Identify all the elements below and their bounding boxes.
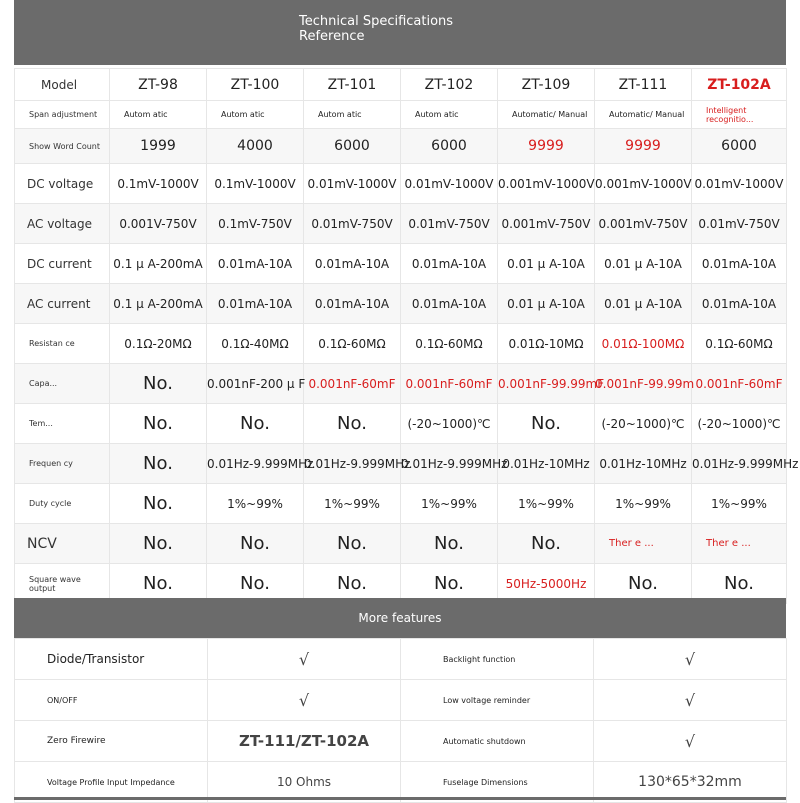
feature-label: Backlight function [401, 639, 594, 680]
spec-cell: 0.001nF-99.99mF [498, 364, 595, 404]
spec-cell: 6000 [692, 129, 787, 164]
feature-label: Automatic shutdown [401, 721, 594, 762]
spec-cell: No. [401, 524, 498, 564]
feature-row [15, 680, 787, 721]
spec-cell: 0.1 μ A-200mA [110, 244, 207, 284]
spec-cell: 1%~99% [692, 484, 787, 524]
spec-row-label: AC voltage [15, 204, 110, 244]
model-label: Model [15, 69, 110, 101]
spec-row [15, 324, 787, 364]
feature-value: √ [208, 639, 401, 680]
spec-cell: 0.01mA-10A [304, 284, 401, 324]
spec-cell: 0.001mV-1000V [595, 164, 692, 204]
spec-cell: 1%~99% [498, 484, 595, 524]
model-name: ZT-109 [498, 69, 595, 101]
spec-cell: 0.01Ω-10MΩ [498, 324, 595, 364]
spec-row [15, 364, 787, 404]
spec-cell: No. [304, 404, 401, 444]
feature-value: 130*65*32mm [594, 762, 787, 803]
spec-cell: 0.01 μ A-10A [595, 244, 692, 284]
spec-cell: 0.01mV-750V [401, 204, 498, 244]
spec-row-label: Tem... [15, 404, 110, 444]
feature-label: Low voltage reminder [401, 680, 594, 721]
spec-cell: 0.01 μ A-10A [595, 284, 692, 324]
feature-label: Zero Firewire [15, 721, 208, 762]
spec-cell: 0.001nF-200 μ F [207, 364, 304, 404]
feature-value: 10 Ohms [208, 762, 401, 803]
feature-label: Voltage Profile Input Impedance [15, 762, 208, 803]
spec-cell: 0.01mV-1000V [692, 164, 787, 204]
spec-row-label: NCV [15, 524, 110, 564]
spec-cell: 0.01mA-10A [207, 244, 304, 284]
spec-cell: 0.1Ω-60MΩ [401, 324, 498, 364]
spec-cell: 0.01mA-10A [401, 244, 498, 284]
spec-cell: Ther e ... [595, 524, 692, 564]
spec-cell: No. [207, 564, 304, 604]
model-name: ZT-101 [304, 69, 401, 101]
spec-cell: 0.01mA-10A [304, 244, 401, 284]
spec-row [15, 484, 787, 524]
spec-cell: 0.01mA-10A [692, 284, 787, 324]
spec-header-row [15, 69, 787, 101]
spec-cell: (-20~1000)℃ [692, 404, 787, 444]
feature-value: ZT-111/ZT-102A [208, 721, 401, 762]
spec-cell: 0.01mV-750V [692, 204, 787, 244]
features-header [14, 598, 786, 638]
spec-cell: 4000 [207, 129, 304, 164]
spec-cell: 0.01mA-10A [692, 244, 787, 284]
feature-label: Diode/Transistor [15, 639, 208, 680]
spec-cell: Automatic/ Manual [595, 101, 692, 129]
spec-cell: 0.1Ω-40MΩ [207, 324, 304, 364]
spec-cell: 0.1Ω-60MΩ [692, 324, 787, 364]
spec-cell: 0.001V-750V [110, 204, 207, 244]
spec-cell: No. [207, 404, 304, 444]
spec-cell: 0.1 μ A-200mA [110, 284, 207, 324]
spec-cell: No. [110, 444, 207, 484]
spec-cell: No. [110, 484, 207, 524]
feature-value: √ [208, 680, 401, 721]
spec-cell: 9999 [498, 129, 595, 164]
spec-cell: No. [110, 404, 207, 444]
spec-cell: 0.01Hz-9.999MHz [207, 444, 304, 484]
model-name: ZT-100 [207, 69, 304, 101]
spec-cell: 0.01mA-10A [207, 284, 304, 324]
spec-row-label: Duty cycle [15, 484, 110, 524]
model-name: ZT-98 [110, 69, 207, 101]
spec-cell: 0.01Hz-9.999MHz [304, 444, 401, 484]
spec-cell: Autom atic [304, 101, 401, 129]
spec-cell: No. [498, 524, 595, 564]
spec-cell: No. [110, 524, 207, 564]
spec-row [15, 164, 787, 204]
spec-cell: 1%~99% [304, 484, 401, 524]
spec-cell: (-20~1000)℃ [595, 404, 692, 444]
feature-value: √ [594, 680, 787, 721]
features-title: More features [358, 611, 442, 625]
spec-row-label: AC current [15, 284, 110, 324]
header-banner [14, 0, 786, 65]
spec-cell: 0.1Ω-20MΩ [110, 324, 207, 364]
spec-cell: 1%~99% [207, 484, 304, 524]
spec-cell: 0.01 μ A-10A [498, 244, 595, 284]
spec-cell: 1999 [110, 129, 207, 164]
features-table [14, 638, 787, 803]
spec-cell: Ther e ... [692, 524, 787, 564]
spec-cell: 9999 [595, 129, 692, 164]
spec-row-label: Frequen cy [15, 444, 110, 484]
spec-cell: No. [692, 564, 787, 604]
spec-cell: 0.01mA-10A [401, 284, 498, 324]
spec-cell: No. [207, 524, 304, 564]
spec-row-label: Square wave output [15, 564, 110, 604]
spec-row [15, 129, 787, 164]
feature-label: Fuselage Dimensions [401, 762, 594, 803]
spec-cell: 6000 [401, 129, 498, 164]
spec-row-label: Show Word Count [15, 129, 110, 164]
spec-cell: 0.001nF-60mF [304, 364, 401, 404]
spec-row [15, 284, 787, 324]
spec-table [14, 68, 799, 604]
spec-row [15, 524, 787, 564]
spec-cell: 50Hz-5000Hz [498, 564, 595, 604]
spec-cell: No. [304, 564, 401, 604]
spec-cell: 6000 [304, 129, 401, 164]
spec-cell: 0.001mV-750V [498, 204, 595, 244]
spec-cell: 0.01mV-1000V [304, 164, 401, 204]
spec-cell: 0.001nF-60mF [692, 364, 787, 404]
spec-cell: 0.001mV-750V [595, 204, 692, 244]
spec-row [15, 444, 787, 484]
spec-cell: No. [401, 564, 498, 604]
spec-row-label: Resistan ce [15, 324, 110, 364]
spec-cell: Automatic/ Manual [498, 101, 595, 129]
model-name: ZT-102A [692, 69, 787, 101]
spec-row [15, 244, 787, 284]
spec-row-label: Capa... [15, 364, 110, 404]
spec-cell: No. [110, 364, 207, 404]
spec-cell: 0.01Hz-9.999MHz [692, 444, 787, 484]
feature-value: √ [594, 639, 787, 680]
spec-cell: (-20~1000)℃ [401, 404, 498, 444]
model-name: ZT-111 [595, 69, 692, 101]
spec-cell: Intelligent recognitio... [692, 101, 787, 129]
spec-row-label: DC current [15, 244, 110, 284]
spec-row [15, 404, 787, 444]
feature-value: √ [594, 721, 787, 762]
spec-row-label: Span adjustment [15, 101, 110, 129]
feature-row [15, 721, 787, 762]
spec-cell: Autom atic [401, 101, 498, 129]
spec-cell: 0.001nF-60mF [401, 364, 498, 404]
spec-row [15, 101, 787, 129]
spec-cell: No. [110, 564, 207, 604]
spec-cell: 0.1mV-1000V [110, 164, 207, 204]
spec-cell: 0.1mV-750V [207, 204, 304, 244]
spec-cell: 0.1Ω-60MΩ [304, 324, 401, 364]
spec-cell: 0.01 μ A-10A [498, 284, 595, 324]
spec-cell: No. [304, 524, 401, 564]
spec-cell: 0.01mV-750V [304, 204, 401, 244]
spec-cell: 0.01Ω-100MΩ [595, 324, 692, 364]
spec-cell: 1%~99% [401, 484, 498, 524]
spec-cell: No. [595, 564, 692, 604]
feature-label: ON/OFF [15, 680, 208, 721]
model-name: ZT-102 [401, 69, 498, 101]
spec-cell: 1%~99% [595, 484, 692, 524]
spec-cell: Autom atic [110, 101, 207, 129]
spec-row [15, 204, 787, 244]
spec-cell: 0.01mV-1000V [401, 164, 498, 204]
spec-cell: 0.001nF-99.99m [595, 364, 692, 404]
spec-cell: No. [498, 404, 595, 444]
spec-cell: Autom atic [207, 101, 304, 129]
page-title: Technical Specifications Reference [299, 14, 454, 44]
spec-cell: 0.001mV-1000V [498, 164, 595, 204]
spec-cell: 0.01Hz-10MHz [595, 444, 692, 484]
spec-cell: 0.01Hz-9.999MHz [401, 444, 498, 484]
spec-row-label: DC voltage [15, 164, 110, 204]
bottom-divider [14, 797, 786, 800]
spec-cell: 0.01Hz-10MHz [498, 444, 595, 484]
spec-cell: 0.1mV-1000V [207, 164, 304, 204]
feature-row [15, 639, 787, 680]
